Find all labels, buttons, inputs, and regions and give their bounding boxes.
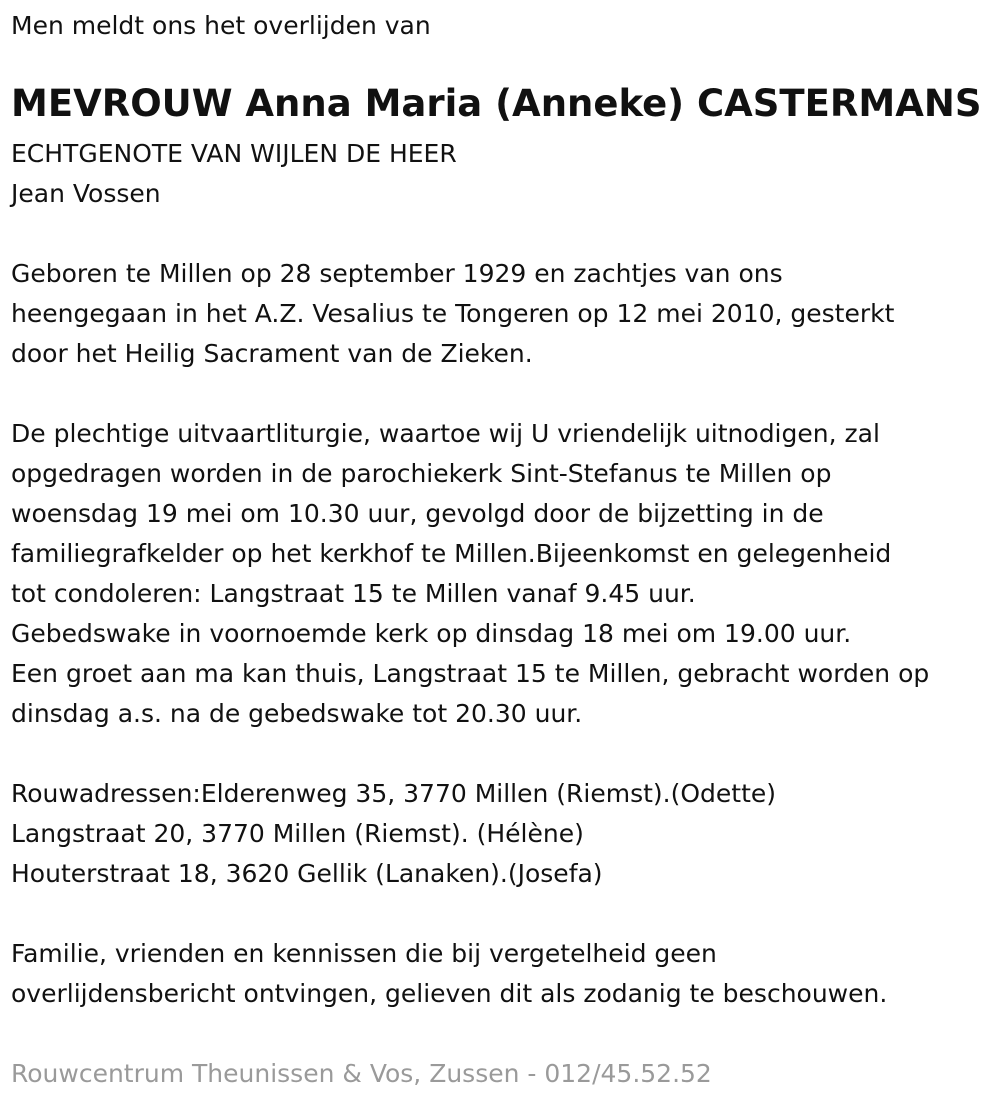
intro-text: Men meldt ons het overlijden van bbox=[11, 11, 431, 40]
funeral-line: opgedragen worden in de parochiekerk Sint-Stefanus te Millen op bbox=[11, 459, 832, 488]
funeral-line: dinsdag a.s. na de gebedswake tot 20.30 uur. bbox=[11, 699, 583, 728]
spouse-block bbox=[11, 134, 457, 214]
address-line: Rouwadressen:Elderenweg 35, 3770 Millen (Riemst).(Odette) bbox=[11, 779, 777, 808]
funeral-line: Gebedswake in voornoemde kerk op dinsdag 18 mei om 19.00 uur. bbox=[11, 619, 852, 648]
closing-line: overlijdensbericht ontvingen, gelieven dit als zodanig te beschouwen. bbox=[11, 979, 888, 1008]
closing-paragraph bbox=[11, 934, 887, 1014]
addresses-block bbox=[11, 774, 776, 894]
address-line: Houterstraat 18, 3620 Gellik (Lanaken).(Josefa) bbox=[11, 859, 603, 888]
birth-line: Geboren te Millen op 28 september 1929 en zachtjes van ons bbox=[11, 259, 783, 288]
funeral-paragraph bbox=[11, 414, 929, 734]
funeral-line: De plechtige uitvaartliturgie, waartoe wij U vriendelijk uitnodigen, zal bbox=[11, 419, 880, 448]
funeral-line: Een groet aan ma kan thuis, Langstraat 15 te Millen, gebracht worden op bbox=[11, 659, 930, 688]
deceased-name: MEVROUW Anna Maria (Anneke) CASTERMANS bbox=[11, 82, 982, 125]
funeral-line: familiegrafkelder op het kerkhof te Millen.Bijeenkomst en gelegenheid bbox=[11, 539, 892, 568]
spouse-title: ECHTGENOTE VAN WIJLEN DE HEER bbox=[11, 139, 457, 168]
address-line: Langstraat 20, 3770 Millen (Riemst). (Hélène) bbox=[11, 819, 584, 848]
funeral-line: woensdag 19 mei om 10.30 uur, gevolgd door de bijzetting in de bbox=[11, 499, 824, 528]
birth-line: door het Heilig Sacrament van de Zieken. bbox=[11, 339, 533, 368]
funeral-home-footer: Rouwcentrum Theunissen & Vos, Zussen - 012/45.52.52 bbox=[11, 1059, 712, 1088]
funeral-line: tot condoleren: Langstraat 15 te Millen vanaf 9.45 uur. bbox=[11, 579, 696, 608]
birth-paragraph bbox=[11, 254, 894, 374]
birth-line: heengegaan in het A.Z. Vesalius te Tongeren op 12 mei 2010, gesterkt bbox=[11, 299, 895, 328]
spouse-name: Jean Vossen bbox=[11, 179, 161, 208]
closing-line: Familie, vrienden en kennissen die bij vergetelheid geen bbox=[11, 939, 717, 968]
